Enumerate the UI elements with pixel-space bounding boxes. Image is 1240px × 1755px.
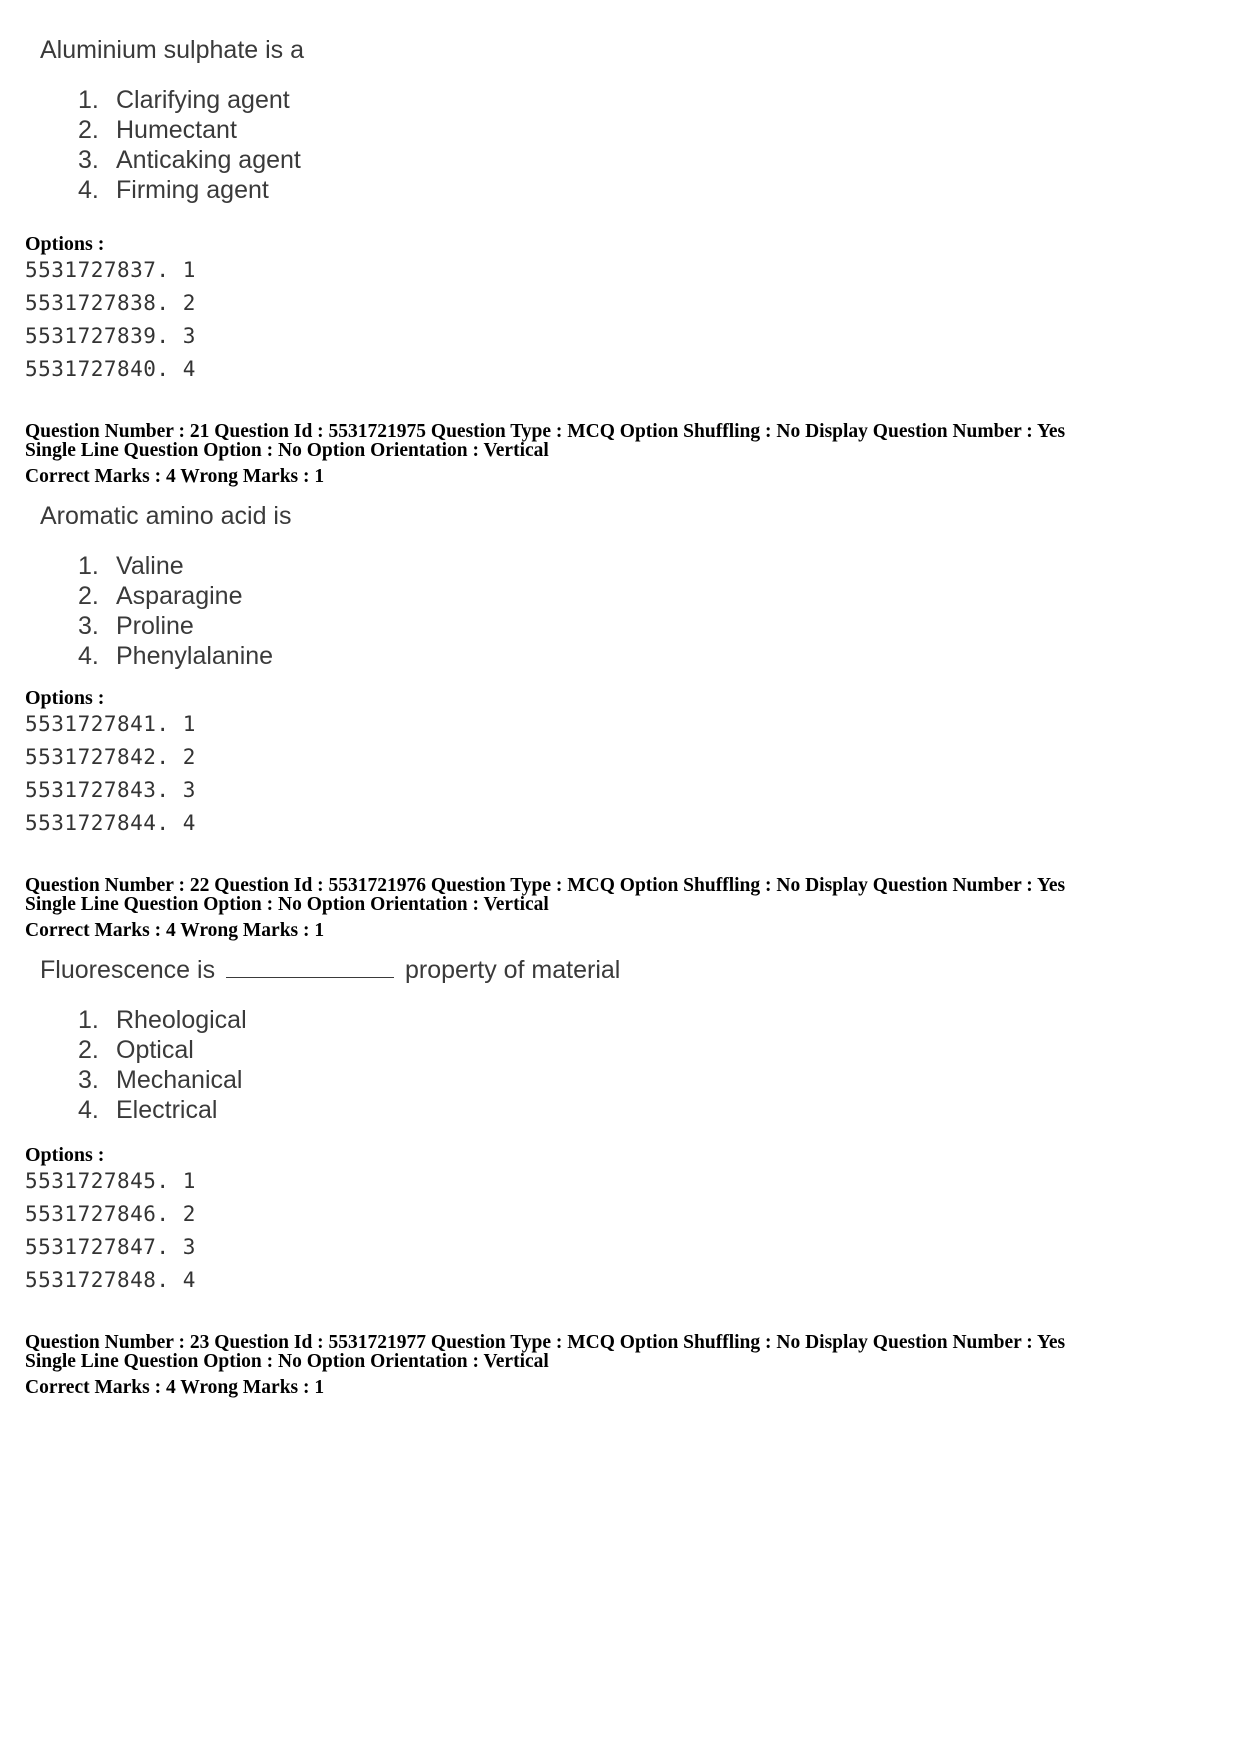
choice-text: Mechanical bbox=[116, 1066, 243, 1094]
choice-item bbox=[78, 146, 301, 175]
choice-item bbox=[78, 552, 184, 581]
question-meta: Single Line Question Option : No Option Orientation : Vertical bbox=[25, 894, 549, 915]
choice-number: 3. bbox=[78, 146, 99, 174]
choice-number: 3. bbox=[78, 1066, 99, 1094]
choice-text: Asparagine bbox=[116, 582, 243, 610]
choice-text: Anticaking agent bbox=[116, 146, 301, 174]
choice-number: 4. bbox=[78, 642, 99, 670]
choice-number: 3. bbox=[78, 612, 99, 640]
choice-number: 4. bbox=[78, 176, 99, 204]
choice-text: Valine bbox=[116, 552, 184, 580]
choice-item bbox=[78, 642, 273, 671]
choice-item bbox=[78, 1036, 194, 1065]
marks-meta: Correct Marks : 4 Wrong Marks : 1 bbox=[25, 920, 325, 941]
options-label: Options : bbox=[25, 1144, 105, 1166]
choice-item bbox=[78, 612, 194, 641]
choice-text: Optical bbox=[116, 1036, 194, 1064]
choice-text: Humectant bbox=[116, 116, 237, 144]
question-meta: Question Number : 21 Question Id : 5531721975 Question Type : MCQ Option Shuffling : No Display Question Number : Yes bbox=[25, 421, 1066, 442]
option-id: 5531727848. 4 bbox=[25, 1268, 196, 1292]
answer-blank bbox=[226, 959, 394, 978]
question-text: Aromatic amino acid is bbox=[40, 502, 292, 530]
question-meta: Question Number : 23 Question Id : 5531721977 Question Type : MCQ Option Shuffling : No Display Question Number : Yes bbox=[25, 1332, 1066, 1353]
choice-number: 4. bbox=[78, 1096, 99, 1124]
choice-text: Clarifying agent bbox=[116, 86, 290, 114]
question-text-start: Fluorescence is bbox=[40, 956, 216, 984]
choice-number: 2. bbox=[78, 116, 99, 144]
option-id: 5531727846. 2 bbox=[25, 1202, 196, 1226]
question-text: Aluminium sulphate is a bbox=[40, 36, 305, 64]
question-text-end: property of material bbox=[404, 956, 621, 984]
choice-item bbox=[78, 1006, 247, 1035]
option-id: 5531727840. 4 bbox=[25, 357, 196, 381]
question-meta: Question Number : 22 Question Id : 5531721976 Question Type : MCQ Option Shuffling : No Display Question Number : Yes bbox=[25, 875, 1066, 896]
question-text bbox=[40, 956, 620, 985]
choice-text: Proline bbox=[116, 612, 194, 640]
option-id: 5531727842. 2 bbox=[25, 745, 196, 769]
option-id: 5531727843. 3 bbox=[25, 778, 196, 802]
option-id: 5531727838. 2 bbox=[25, 291, 196, 315]
option-id: 5531727847. 3 bbox=[25, 1235, 196, 1259]
choice-text: Firming agent bbox=[116, 176, 269, 204]
choice-text: Electrical bbox=[116, 1096, 218, 1124]
choice-text: Rheological bbox=[116, 1006, 247, 1034]
question-meta: Single Line Question Option : No Option Orientation : Vertical bbox=[25, 1351, 549, 1372]
marks-meta: Correct Marks : 4 Wrong Marks : 1 bbox=[25, 466, 325, 487]
option-id: 5531727839. 3 bbox=[25, 324, 196, 348]
option-id: 5531727844. 4 bbox=[25, 811, 196, 835]
choice-item bbox=[78, 1066, 242, 1095]
choice-item bbox=[78, 176, 269, 205]
choice-number: 2. bbox=[78, 1036, 99, 1064]
choice-number: 1. bbox=[78, 86, 99, 114]
choice-item bbox=[78, 582, 242, 611]
choice-number: 1. bbox=[78, 1006, 99, 1034]
choice-item bbox=[78, 86, 290, 115]
choice-number: 1. bbox=[78, 552, 99, 580]
marks-meta: Correct Marks : 4 Wrong Marks : 1 bbox=[25, 1377, 325, 1398]
choice-item bbox=[78, 1096, 217, 1125]
choice-text: Phenylalanine bbox=[116, 642, 274, 670]
option-id: 5531727845. 1 bbox=[25, 1169, 196, 1193]
options-label: Options : bbox=[25, 687, 105, 709]
option-id: 5531727841. 1 bbox=[25, 712, 196, 736]
choice-number: 2. bbox=[78, 582, 99, 610]
question-meta: Single Line Question Option : No Option Orientation : Vertical bbox=[25, 440, 549, 461]
option-id: 5531727837. 1 bbox=[25, 258, 196, 282]
choice-item bbox=[78, 116, 237, 145]
options-label: Options : bbox=[25, 233, 105, 255]
